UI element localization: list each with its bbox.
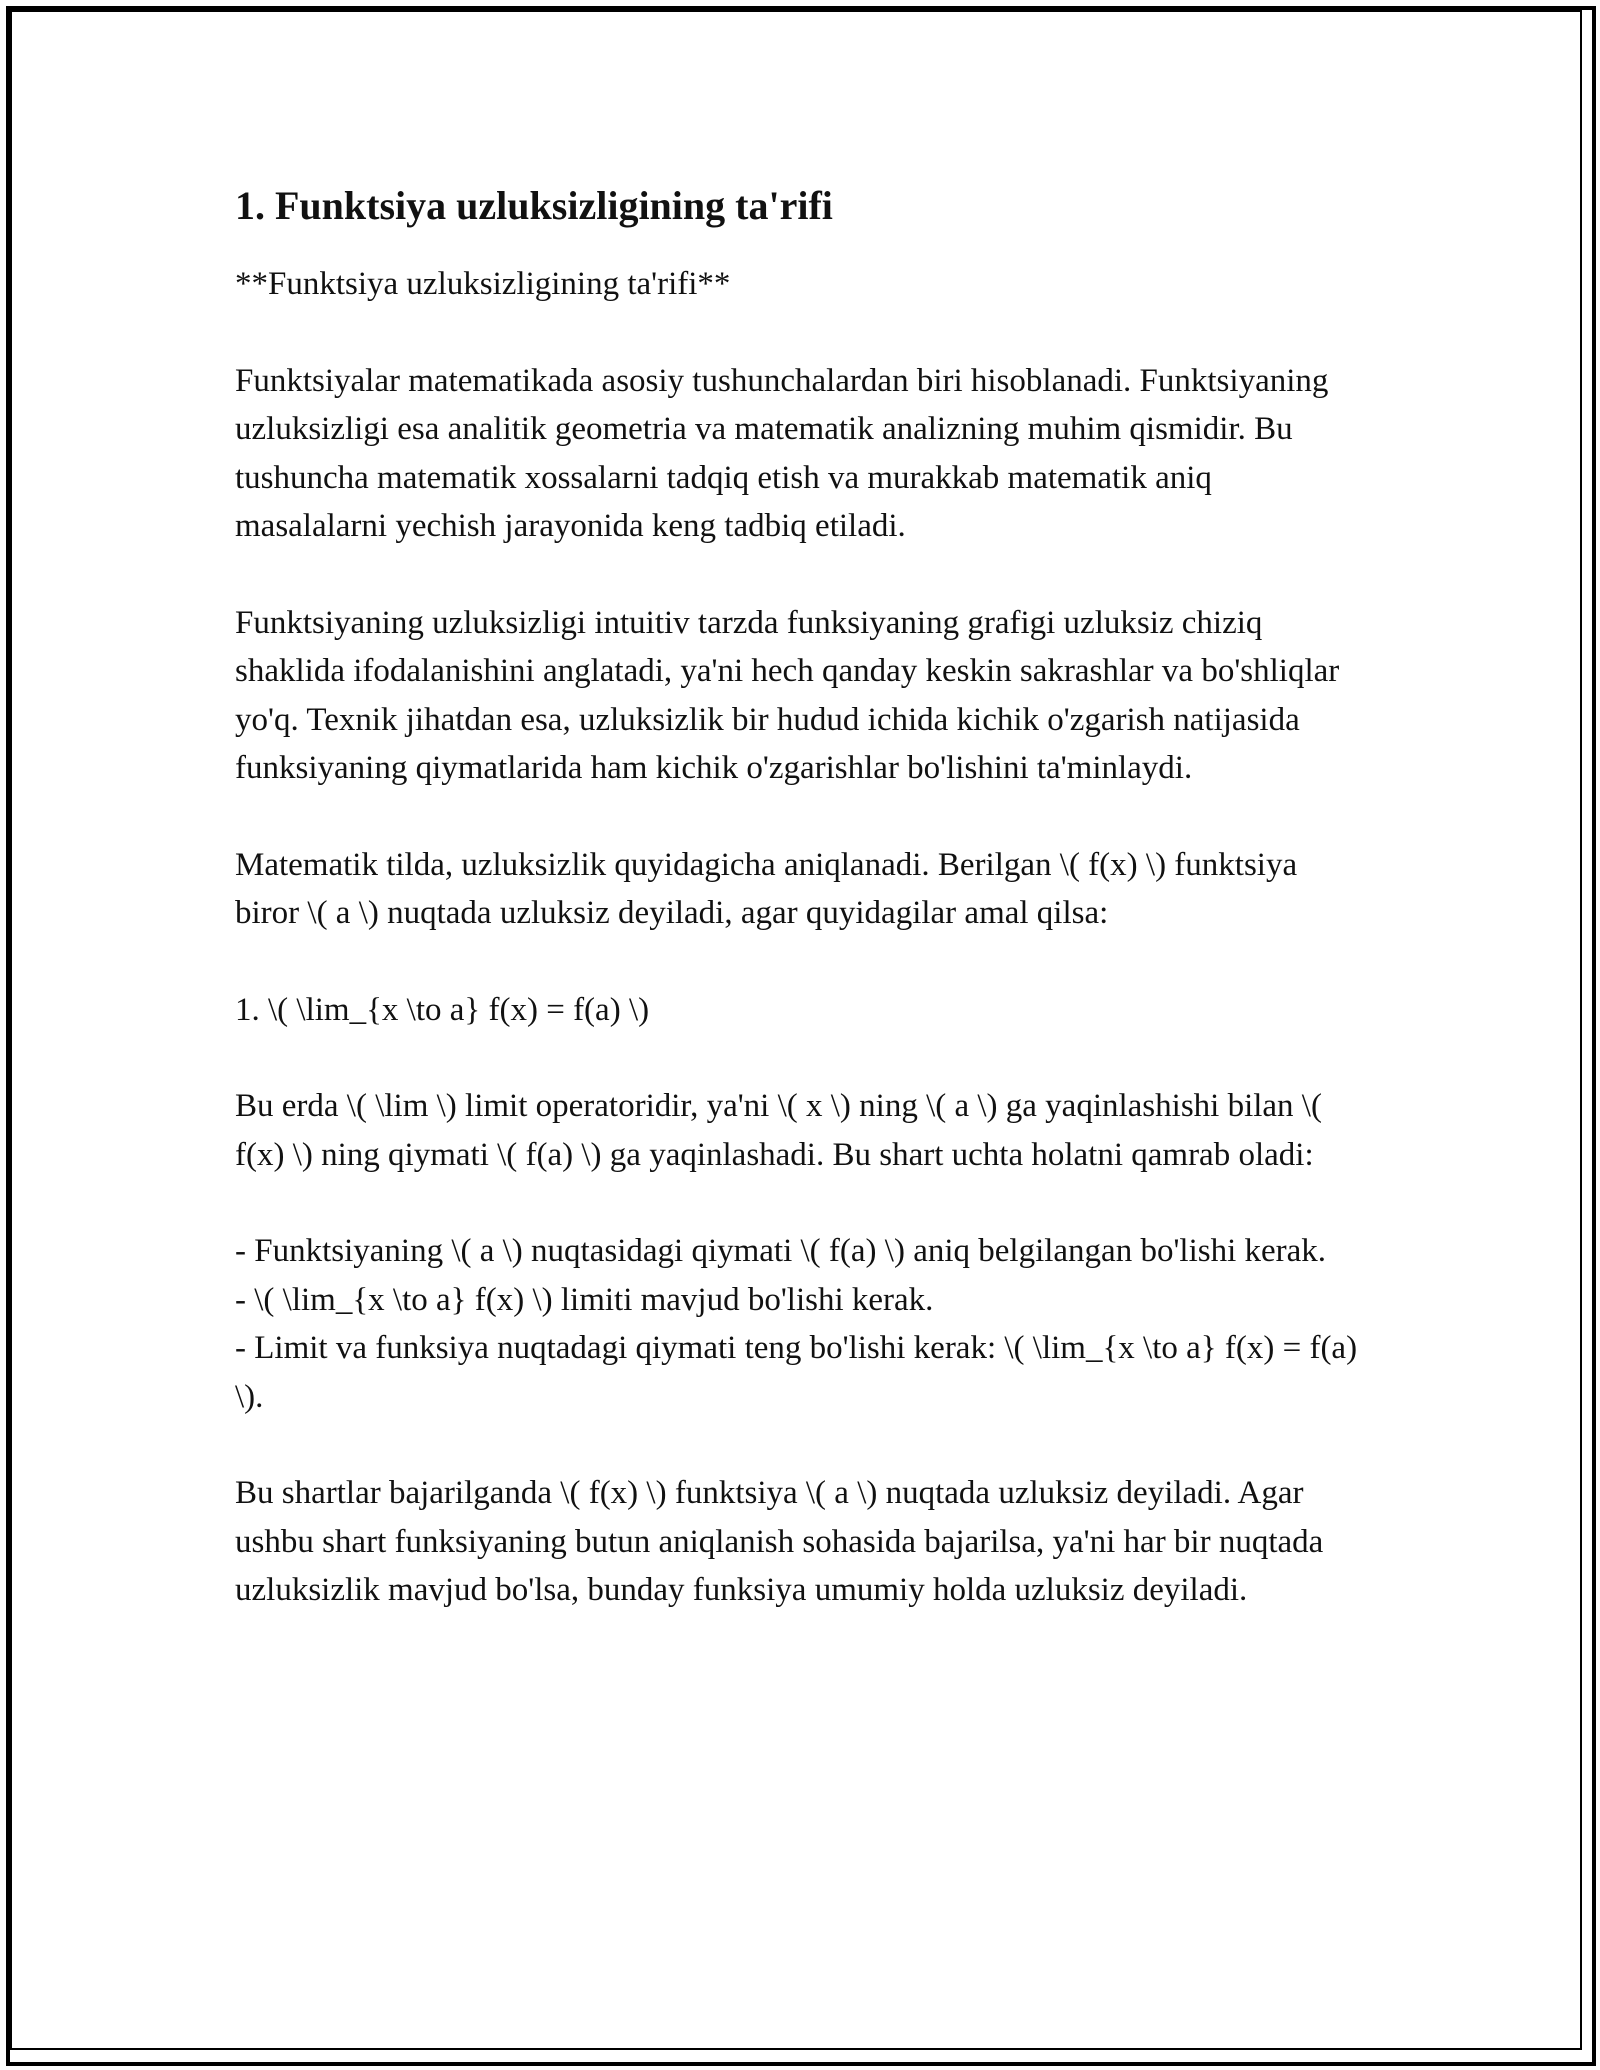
paragraph-explanation: Bu erda \( \lim \) limit operatoridir, ya'ni \( x \) ning \( a \) ga yaqinlashishi bilan \( f(x) \) ning qiymati \( f(a) \) ga yaqinlashadi. Bu shart uchta holatni qamrab oladi: (235, 1088, 1322, 1173)
list-item: - Limit va funksiya nuqtadagi qiymati teng bo'lishi kerak: \( \lim_{x \to a} f(x) = f(a) \). (235, 1330, 1358, 1415)
paragraph-definition: Matematik tilda, uzluksizlik quyidagicha aniqlanadi. Berilgan \( f(x) \) funktsiya biror \( a \) nuqtada uzluksiz deyiladi, agar quyidagilar amal qilsa: (235, 846, 1298, 931)
paragraph-intuition: Funktsiyaning uzluksizligi intuitiv tarzda funksiyaning grafigi uzluksiz chiziq shaklida ifodalanishini anglatadi, ya'ni hech qanday keskin sakrashlar va bo'shliqlar yo'q. Texnik jihatdan esa, uzluksizlik bir hudud ichida kichik o'zgarish natijasida funksiyaning qiymatlarida ham kichik o'zgarishlar bo'lishini ta'minlaydi. (235, 604, 1340, 786)
conditions-list (235, 1227, 1365, 1421)
document-body (235, 180, 1365, 1615)
section-title: 1. Funktsiya uzluksizligining ta'rifi (235, 183, 833, 228)
list-item: - Funktsiyaning \( a \) nuqtasidagi qiymati \( f(a) \) aniq belgilangan bo'lishi kerak. (235, 1233, 1327, 1269)
section-subtitle: **Funktsiya uzluksizligining ta'rifi** (235, 266, 731, 302)
paragraph-intro: Funktsiyalar matematikada asosiy tushunchalardan biri hisoblanadi. Funktsiyaning uzluksizligi esa analitik geometria va matematik analizning muhim qismidir. Bu tushuncha matematik xossalarni tadqiq etish va murakkab matematik aniq masalalarni yechish jarayonida keng tadbiq etiladi. (235, 362, 1329, 544)
formula-limit: 1. \( \lim_{x \to a} f(x) = f(a) \) (235, 991, 650, 1028)
list-item: - \( \lim_{x \to a} f(x) \) limiti mavjud bo'lishi kerak. (235, 1281, 934, 1318)
paragraph-conclusion: Bu shartlar bajarilganda \( f(x) \) funktsiya \( a \) nuqtada uzluksiz deyiladi. Agar ushbu shart funksiyaning butun aniqlanish sohasida bajarilsa, ya'ni har bir nuqtada uzluksizlik mavjud bo'lsa, bunday funksiya umumiy holda uzluksiz deyiladi. (235, 1475, 1324, 1608)
